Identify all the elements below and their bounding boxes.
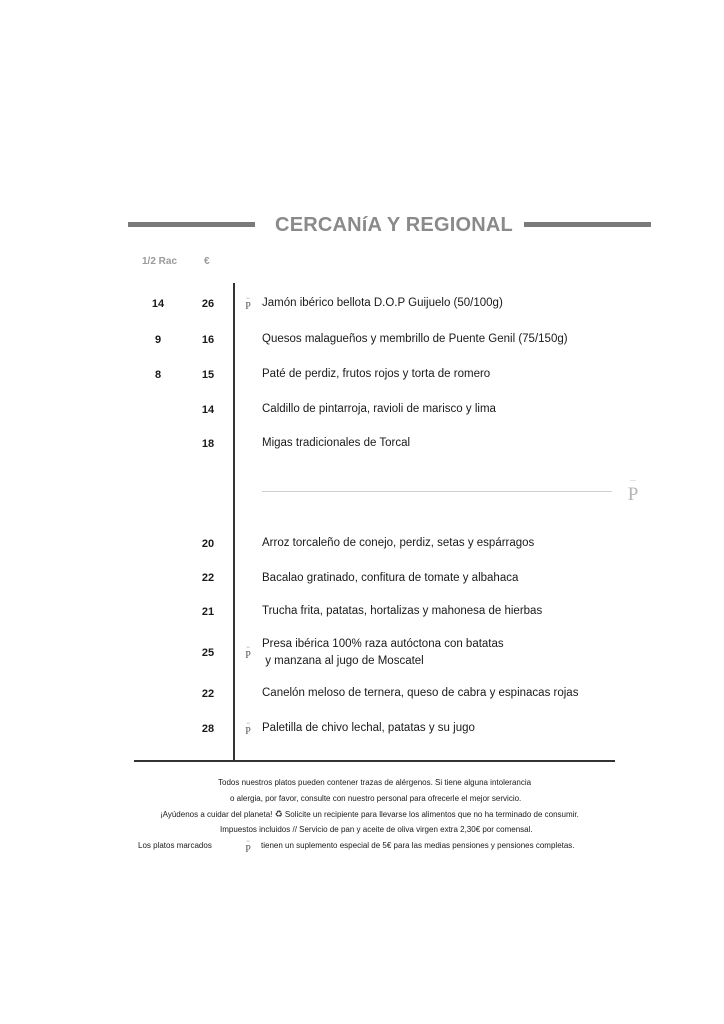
title-rule-left <box>128 222 255 227</box>
dish-name: Canelón meloso de ternera, queso de cabra y espinacas rojas <box>262 687 579 699</box>
supplement-mark-icon: ᵕᵕᵕ P <box>245 297 251 312</box>
supplement-note-text: tienen un suplemento especial de 5€ para las medias pensiones y pensiones completas. <box>261 841 575 850</box>
supplement-mark-icon: ᵕᵕᵕ P <box>245 722 251 737</box>
brand-logo <box>622 478 644 505</box>
half-price: 14 <box>151 298 165 310</box>
full-price: 16 <box>201 334 215 346</box>
full-price: 20 <box>201 538 215 550</box>
logo-letter: P <box>627 484 639 505</box>
column-divider <box>233 283 235 760</box>
supplement-mark-icon: ᵕᵕᵕ P <box>245 840 251 855</box>
full-price: 25 <box>201 647 215 659</box>
footer-divider <box>134 760 615 762</box>
full-price: 28 <box>201 723 215 735</box>
dish-name: Caldillo de pintarroja, ravioli de marisco y lima <box>262 403 496 415</box>
recycle-icon: ♻ <box>274 809 283 819</box>
full-price: 21 <box>201 606 215 618</box>
title-rule-right <box>524 222 651 227</box>
full-price: 15 <box>201 369 215 381</box>
half-price: 9 <box>154 334 162 346</box>
column-header-price: € <box>204 256 210 267</box>
dish-name <box>262 636 504 670</box>
section-separator <box>262 491 612 492</box>
dish-name: Migas tradicionales de Torcal <box>262 437 411 449</box>
dish-name: Paté de perdiz, frutos rojos y torta de romero <box>262 368 491 380</box>
full-price: 14 <box>201 404 215 416</box>
dish-name: Trucha frita, patatas, hortalizas y mahonesa de hierbas <box>262 605 543 617</box>
planet-note-text: Solicite un recipiente para llevarse los alimentos que no ha terminado de consumir. <box>284 810 579 819</box>
full-price: 18 <box>201 438 215 450</box>
planet-note-lead: ¡Ayúdenos a cuidar del planeta! <box>160 810 273 819</box>
dish-name: Paletilla de chivo lechal, patatas y su jugo <box>262 722 475 734</box>
dish-name: Jamón ibérico bellota D.O.P Guijuelo (50/100g) <box>262 297 503 309</box>
supplement-note-lead: Los platos marcados <box>138 841 212 850</box>
dish-name-line-2: y manzana al jugo de Moscatel <box>262 655 424 667</box>
half-price: 8 <box>154 369 162 381</box>
planet-note <box>160 809 579 820</box>
tax-note: Impuestos incluidos // Servicio de pan y aceite de oliva virgen extra 2,30€ por comensal. <box>220 825 533 834</box>
full-price: 22 <box>201 572 215 584</box>
full-price: 26 <box>201 298 215 310</box>
section-title: CERCANíA Y REGIONAL <box>275 214 513 236</box>
dish-name: Arroz torcaleño de conejo, perdiz, setas y espárragos <box>262 537 535 549</box>
dish-name: Bacalao gratinado, confitura de tomate y albahaca <box>262 572 519 584</box>
allergen-note-2: o alergia, por favor, consulte con nuestro personal para ofrecerle el mejor servicio. <box>230 794 522 803</box>
crown-icon: ᵕᵕᵕ <box>629 477 637 485</box>
column-header-half: 1/2 Rac <box>142 256 178 267</box>
supplement-mark-icon: ᵕᵕᵕ P <box>245 646 251 661</box>
full-price: 22 <box>201 688 215 700</box>
dish-name: Quesos malagueños y membrillo de Puente Genil (75/150g) <box>262 333 568 345</box>
dish-name-line-1: Presa ibérica 100% raza autóctona con batatas <box>262 638 504 650</box>
allergen-note: Todos nuestros platos pueden contener trazas de alérgenos. Si tiene alguna intolerancia <box>218 778 532 787</box>
